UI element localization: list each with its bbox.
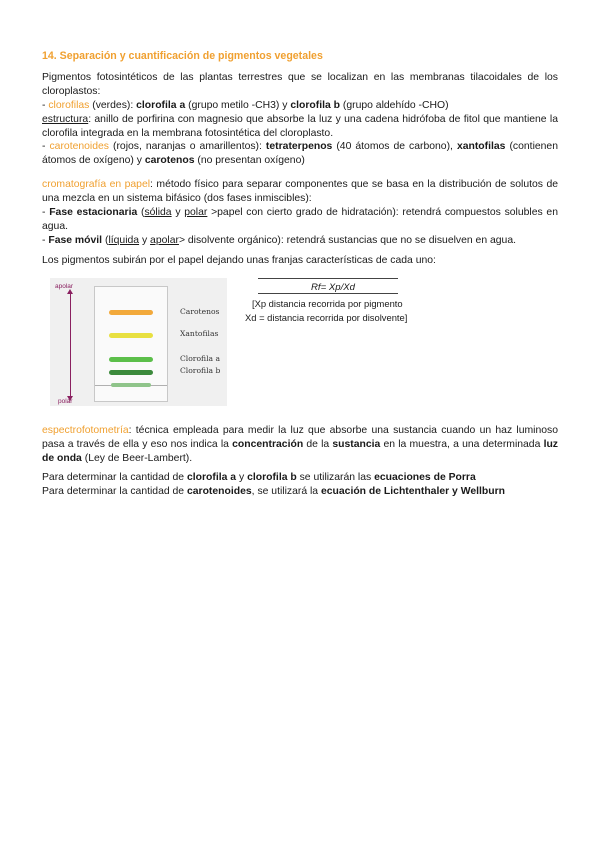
axis-top-label: apolar	[55, 282, 74, 290]
rf-xd-definition: Xd = distancia recorrida por disolvente]	[245, 311, 408, 323]
label-clorofila-b: Clorofila b	[180, 365, 221, 375]
document-page	[42, 50, 558, 499]
chromatography-paper	[94, 286, 168, 402]
axis-bottom-label: polar	[58, 397, 73, 405]
polarity-axis	[70, 291, 71, 399]
band-carotenos	[109, 310, 153, 315]
carotenoides-item: - carotenoides (rojos, naranjas o amarillentos): tetraterpenos (40 átomos de carbono), xantofilas (contienen átomos de oxígeno) y carotenos (no presentan oxígeno)	[42, 141, 558, 167]
cromatografia-paragraph: cromatografía en papel: método físico para separar componentes que se basa en la distribución de solutos de una mezcla en un sistema bifásico (dos fases inmiscibles):	[42, 179, 558, 205]
estructura-label: estructura	[42, 113, 89, 125]
band-origin	[111, 383, 151, 387]
clorofilas-term: clorofilas	[48, 99, 90, 111]
rf-formula: Rf= Xp/Xd	[311, 281, 355, 293]
section-title: 14. Separación y cuantificación de pigmentos vegetales	[42, 50, 323, 62]
pigmentos-paragraph: Los pigmentos subirán por el papel dejando unas franjas características de cada uno:	[42, 254, 436, 266]
lichtenthaler-paragraph: Para determinar la cantidad de carotenoides, se utilizará la ecuación de Lichtenthaler y Wellburn	[42, 486, 505, 498]
fase-movil-item: - Fase móvil (líquida y apolar> disolvente orgánico): retendrá sustancias que no se disuelven en agua.	[42, 234, 516, 246]
label-clorofila-a: Clorofila a	[180, 353, 220, 363]
rf-xp-definition: [Xp distancia recorrida por pigmento	[252, 297, 403, 309]
chromatography-figure	[42, 276, 558, 418]
chromatography-diagram	[50, 278, 227, 406]
band-clorofila-a	[109, 357, 153, 362]
rf-top-rule	[258, 278, 398, 279]
intro-paragraph: Pigmentos fotosintéticos de las plantas terrestres que se localizan en las membranas tilacoidales de los cloroplastos:	[42, 71, 558, 97]
label-carotenos: Carotenos	[180, 306, 220, 316]
band-clorofila-b	[109, 370, 153, 375]
label-xantofilas: Xantofilas	[180, 328, 219, 338]
fase-estacionaria-item: - Fase estacionaria (sólida y polar >papel con cierto grado de hidratación): retendrá compuestos solubles en agua.	[42, 207, 558, 232]
espectrofotometria-term: espectrofotometría	[42, 424, 129, 436]
espectrofotometria-paragraph: espectrofotometría: técnica empleada para medir la luz que absorbe una sustancia cuando un haz luminoso pasa a través de ella y eso nos indica la concentración de la sustancia en la muestra, a una determinada luz de onda (Ley de Beer-Lambert).	[42, 424, 558, 464]
porra-paragraph: Para determinar la cantidad de clorofila a y clorofila b se utilizarán las ecuaciones de Porra	[42, 472, 476, 484]
carotenoides-term: carotenoides	[49, 141, 109, 153]
band-xantofilas	[109, 333, 153, 338]
cromatografia-term: cromatografía en papel	[42, 179, 151, 191]
rf-bottom-rule	[258, 293, 398, 294]
clorofilas-item: - clorofilas (verdes): clorofila a (grupo metilo -CH3) y clorofila b (grupo aldehído -CHO)	[42, 99, 449, 111]
estructura-paragraph: estructura: anillo de porfirina con magnesio que absorbe la luz y una cadena hidrófoba de fitol que mantiene la clorofila integrada en la membrana fotosintética del cloroplasto.	[42, 113, 558, 139]
